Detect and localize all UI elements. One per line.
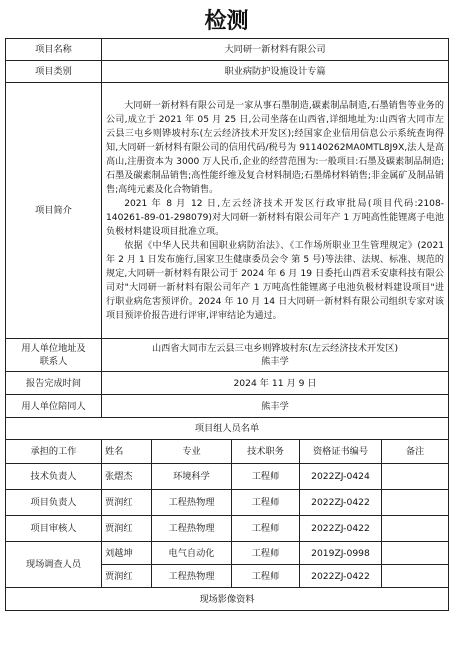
team-note-cell — [382, 490, 449, 516]
team-note-cell — [382, 542, 449, 565]
team-major-cell: 环境科学 — [152, 464, 232, 490]
employer-address-label-line1: 用人单位地址及 — [21, 343, 86, 354]
report-date-value: 2024 年 11 月 9 日 — [102, 372, 449, 395]
row-report-date — [6, 372, 449, 395]
employer-address-label — [6, 339, 102, 372]
team-role-cell: 技术负责人 — [6, 464, 102, 490]
accompanying-person-value: 熊丰学 — [102, 395, 449, 418]
report-date-label: 报告完成时间 — [6, 372, 102, 395]
team-major-cell: 工程热物理 — [152, 490, 232, 516]
table-row — [6, 464, 449, 490]
table-row — [6, 516, 449, 542]
project-intro-body — [102, 83, 449, 339]
team-col-title: 技术职务 — [232, 440, 300, 464]
team-cert-cell: 2022ZJ-0422 — [300, 516, 382, 542]
team-header-row — [6, 440, 449, 464]
accompanying-person-label: 用人单位陪同人 — [6, 395, 102, 418]
project-category-label: 项目类别 — [6, 61, 102, 83]
team-col-major: 专业 — [152, 440, 232, 464]
team-cert-cell: 2022ZJ-0422 — [300, 490, 382, 516]
inspection-form-table — [5, 38, 449, 611]
team-note-cell — [382, 516, 449, 542]
row-team-heading — [6, 418, 449, 440]
employer-address-text: 山西省大同市左云县三屯乡则铧坡村东(左云经济技术开发区) — [151, 343, 399, 354]
photo-section-heading: 现场影像资料 — [6, 588, 449, 611]
team-title-cell: 工程师 — [232, 542, 300, 565]
intro-paragraph-3: 依据《中华人民共和国职业病防治法》、《工作场所职业卫生管理规定》(2021 年 2 月 1 日发布施行,国家卫生健康委员会令 第 5 号)等法律、法规、标准、规范的规定,大同研一新材料有限公司于 2024 年 6 月 19 日委托山西君禾安康科技有限公司对"大同研一新材料有限公司年产 1 万吨高性能锂离子电池负极材料建设项目"进行职业病危害预评价。2024 年 10 月 14 日大同研一新材料有限公司组织专家对该项目预评价报告进行评审,评审结论为通过。 — [106, 240, 445, 321]
page-title: 检测 — [204, 8, 249, 34]
row-project-category — [6, 61, 449, 83]
team-list-heading: 项目组人员名单 — [6, 418, 449, 440]
row-project-intro — [6, 83, 449, 339]
team-cert-cell: 2022ZJ-0422 — [300, 565, 382, 588]
team-title-cell: 工程师 — [232, 490, 300, 516]
team-role-cell: 项目审核人 — [6, 516, 102, 542]
employer-address-value — [102, 339, 449, 372]
team-name-cell: 贾润红 — [102, 516, 152, 542]
team-name-cell: 贾润红 — [102, 565, 152, 588]
project-name-value: 大同研一新材料有限公司 — [102, 39, 449, 61]
employer-contact-text: 熊丰学 — [261, 356, 289, 367]
team-major-cell: 工程热物理 — [152, 565, 232, 588]
team-col-role: 承担的工作 — [6, 440, 102, 464]
project-intro-label: 项目简介 — [6, 83, 102, 339]
team-name-cell: 刘越坤 — [102, 542, 152, 565]
project-name-label: 项目名称 — [6, 39, 102, 61]
employer-address-label-line2: 联系人 — [39, 356, 68, 367]
row-project-name — [6, 39, 449, 61]
site-survey-role-cell: 现场调查人员 — [6, 542, 102, 588]
team-col-cert: 资格证书编号 — [300, 440, 382, 464]
table-row — [6, 490, 449, 516]
team-cert-cell: 2019ZJ-0998 — [300, 542, 382, 565]
team-title-cell: 工程师 — [232, 516, 300, 542]
team-note-cell — [382, 565, 449, 588]
team-major-cell: 工程热物理 — [152, 516, 232, 542]
table-row — [6, 542, 449, 565]
team-col-name: 姓名 — [102, 440, 152, 464]
team-col-note: 备注 — [382, 440, 449, 464]
team-title-cell: 工程师 — [232, 565, 300, 588]
team-cert-cell: 2022ZJ-0424 — [300, 464, 382, 490]
team-major-cell: 电气自动化 — [152, 542, 232, 565]
team-name-cell: 贾润红 — [102, 490, 152, 516]
intro-paragraph-1: 大同研一新材料有限公司是一家从事石墨制造,碳素制品制造,石墨销售等业务的公司,成立于 2021 年 05 月 25 日,公司坐落在山西省,详细地址为:山西省大同市左云县三屯乡则铧坡村东(左云经济技术开发区);经国家企业信用信息公示系统查询得知,大同研一新材料有限公司的信用代码/税号为 91140262MA0MTL8J9X,法人是高高山,注册资本为 3000 万人民币,企业的经营范围为:一般项目:石墨及碳素制品制造;石墨及碳素制品销售;高性能纤维及复合材料制造;石墨烯材料销售;非金属矿及制品销售;高纯元素及化合物销售。 — [106, 100, 445, 195]
team-name-cell: 张熠杰 — [102, 464, 152, 490]
team-title-cell: 工程师 — [232, 464, 300, 490]
intro-paragraph-2: 2021 年 8 月 12 日,左云经济技术开发区行政审批局(项目代码:2108-140261-89-01-298079)对大同研一新材料有限公司年产 1 万吨高性能锂离子电池负极材料建设项目批准立项。 — [106, 198, 445, 237]
row-accompanying-person — [6, 395, 449, 418]
row-employer-address — [6, 339, 449, 372]
team-role-cell: 项目负责人 — [6, 490, 102, 516]
row-photo-heading — [6, 588, 449, 611]
project-category-value: 职业病防护设施设计专篇 — [102, 61, 449, 83]
team-note-cell — [382, 464, 449, 490]
